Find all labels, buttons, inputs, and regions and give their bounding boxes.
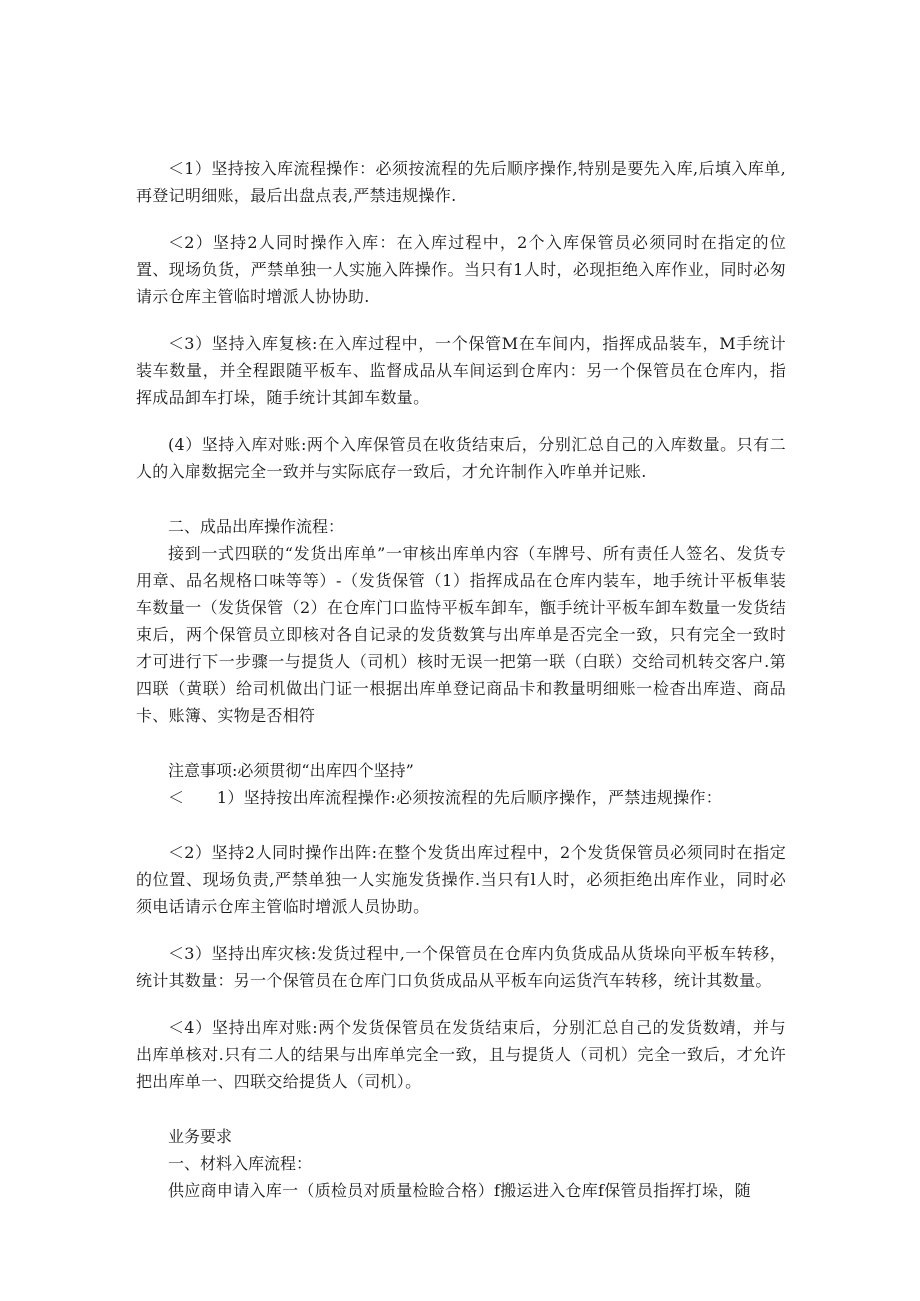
paragraph-outbound-rule-1: ＜ 1）坚持按出库流程操作:必须按流程的先后顺序操作，严禁违规操作： (168, 788, 723, 807)
paragraph-outbound-process: 接到一式四联的“发货出库单”一审核出库单内容（车牌号、所有责任人签名、发货专用章、品名规格口味等等）-（发货保管（1）指挥成品在仓库内装车，地手统计平板隼装车数量一（发货保管（2）在仓库门口监恃平板车卸车，甑手统计平板车卸车数量一发货结束后，两个保管员立即核对各自记录的发货数箕与出库单是否完全一致，只有完全一致时才可进行下一步骤一与提货人（司机）核时无误一把第一联（白联）交给司机转交客户.第四联（黄联）给司机做出门证一根据出库单登记商品卡和教量明细账一检杳出库造、商品卡、账簿、实物是否相符 (136, 544, 786, 725)
paragraph-material-inbound: 供应商申请入库一（质检员对质量检睑合格）f搬运进入仓库f保管员指挥打垛，随 (168, 1181, 751, 1200)
section-heading-material-inbound: 一、材料入库流程： (168, 1154, 313, 1173)
document-body (136, 155, 786, 1204)
paragraph-outbound-rule-2: ＜2）坚持2人同时操作出阵:在整个发货出库过程中，2个发货保管员必须同时在指定的位置、现场负责,严禁单独一人实施发货操作.当只有l人时，必须拒绝出库作业，同时必须电话请示仓库主管临时增派人员协助。 (136, 843, 786, 916)
notice-heading: 注意事项:必须贯彻“出库四个坚持” (168, 761, 414, 780)
paragraph-inbound-rule-3: ＜3）坚持入库复核:在入库过程中，一个保管M在车间内，指挥成品装车，M手统计装车数量，并全程跟随平板车、监督成品从车间运到仓库内：另一个保管员在仓库内，指挥成品卸车打垛，随手统计其卸车数量。 (136, 334, 786, 407)
paragraph-inbound-rule-2: ＜2）坚持2人同时操作入库：在入库过程中，2个入库保管员必须同时在指定的位置、现场负货，严禁单独一人实施入阵操作。当只有1人时，必现拒绝入库作业，同时必匆请示仓库主管临时增派人协协助. (136, 233, 786, 306)
section-heading-outbound: 二、成品出库操作流程： (168, 517, 345, 536)
section-heading-business: 业务要求 (168, 1127, 233, 1146)
paragraph-outbound-rule-4: ＜4）坚持出库对账:两个发货保管员在发货结束后，分别汇总自己的发货数靖，并与出库单核对.只有二人的结果与出库单完全一致，且与提货人（司机）完全一致后，才允许把出库单一、四联交给提货人（司机）。 (136, 1018, 786, 1091)
paragraph-inbound-rule-1: ＜1）坚持按入库流程操作：必须按流程的先后顺序操作,特别是要先入库,后填入库单,再登记明细账，最后出盘点表,严禁违规操作. (136, 159, 786, 205)
paragraph-inbound-rule-4: (4）坚持入库对账:两个入库保管员在收货结束后，分别汇总自己的入库数量。只有二人的入扉数据完全一致并与实际底存一致后，才允许制作入咋单并记账. (136, 435, 786, 481)
paragraph-outbound-rule-3: ＜3）坚持出库灾核:发货过程中,一个保管员在仓库内负货成品从货垛向平板车转移，统计其数量：另一个保管员在仓库门口负货成品从平板车向运货汽车转移，统计其数量。 (136, 944, 786, 990)
